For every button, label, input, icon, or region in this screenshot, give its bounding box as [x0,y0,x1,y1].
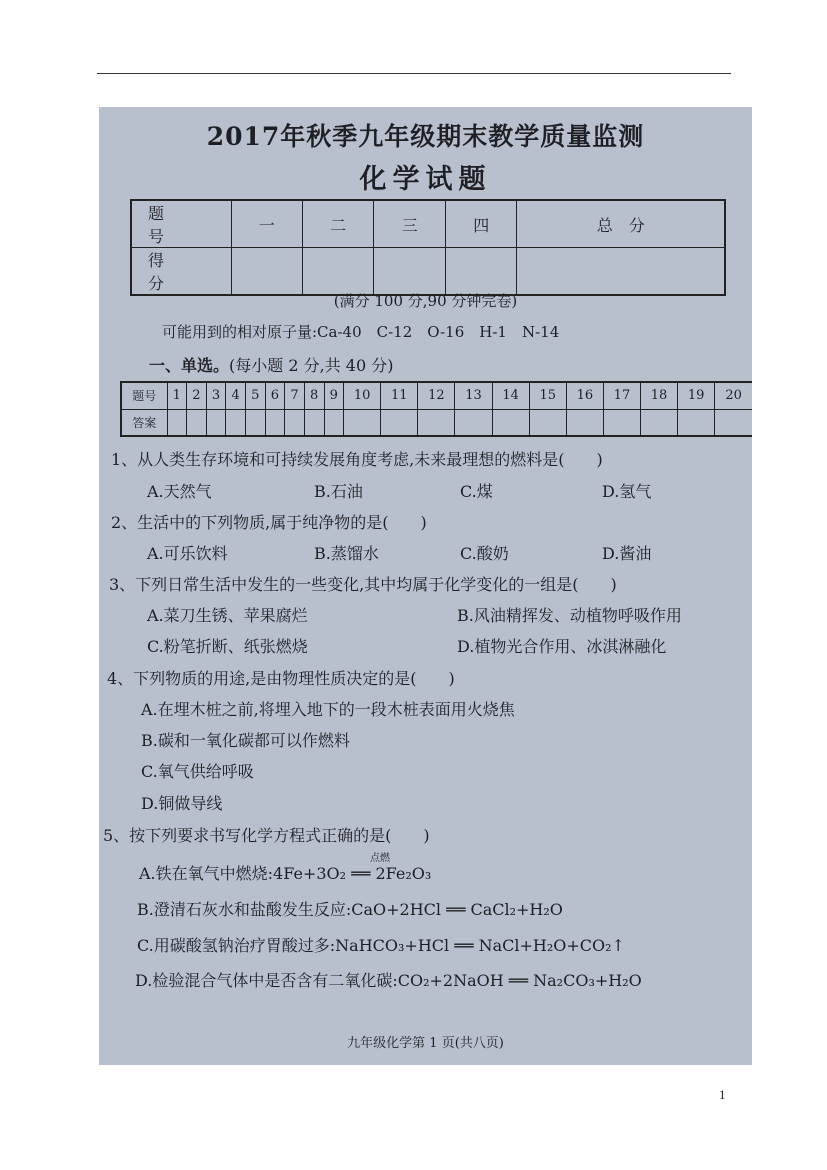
question-option: A.在埋木桩之前,将埋入地下的一段木桩表面用火烧焦 [141,700,515,719]
exam-paper-photo [99,107,752,1065]
header-rule [97,73,731,74]
answer-grid-blank [715,409,752,436]
answer-grid-blank [206,409,226,436]
answer-grid-number: 1 [167,382,187,409]
question-option: D.植物光合作用、冰淇淋融化 [457,637,667,656]
answer-grid-label: 答案 [121,409,167,436]
answer-grid-blank [418,409,455,436]
reaction-condition-label: 点燃 [370,853,390,864]
question-option: D.铜做导线 [141,794,223,813]
question-option: C.用碳酸氢钠治疗胃酸过多:NaHCO₃+HCl ══ NaCl+H₂O+CO₂↑ [137,936,625,955]
question-option: A.菜刀生锈、苹果腐烂 [147,606,308,625]
answer-grid-blank [187,409,207,436]
question-option: D.酱油 [602,544,652,563]
answer-grid-number: 4 [226,382,246,409]
page-footer: 九年级化学第 1 页(共八页) [347,1036,504,1051]
question-option: A.铁在氧气中燃烧:4Fe+3O₂ ══ 2Fe₂O₃ [139,864,432,883]
score-cell-empty [517,248,725,296]
answer-grid-blank [246,409,266,436]
score-cell-empty [231,248,302,296]
answer-grid-number: 20 [715,382,752,409]
question-stem: 1、从人类生存环境和可持续发展角度考虑,未来最理想的燃料是( ) [111,450,603,469]
score-cell-empty [302,248,373,296]
answer-grid-number: 15 [529,382,566,409]
answer-grid-blank [167,409,187,436]
score-cell: 总 分 [517,200,725,248]
question-option: B.澄清石灰水和盐酸发生反应:CaO+2HCl ══ CaCl₂+H₂O [137,900,563,919]
question-option: C.粉笔折断、纸张燃烧 [147,637,308,656]
answer-grid-blank [324,409,344,436]
answer-grid-blank [265,409,285,436]
exam-info: (满分 100 分,90 分钟完卷) [333,292,518,310]
question-option: D.检验混合气体中是否含有二氧化碳:CO₂+2NaOH ══ Na₂CO₃+H₂O [135,971,642,990]
answer-grid-number: 10 [344,382,381,409]
section-subtitle: (每小题 2 分,共 40 分) [229,356,394,375]
score-cell: 三 [374,200,445,248]
question-option: B.风油精挥发、动植物呼吸作用 [457,606,682,625]
score-table-score-row [131,248,725,296]
answer-grid-blank [304,409,324,436]
score-cell-empty [374,248,445,296]
answer-grid-blank [285,409,305,436]
answer-grid-blank [226,409,246,436]
answer-grid-blank [492,409,529,436]
answer-grid-number: 14 [492,382,529,409]
answer-grid-blank [678,409,715,436]
question-stem: 4、下列物质的用途,是由物理性质决定的是( ) [107,669,455,688]
answer-grid-number: 16 [566,382,603,409]
answer-grid-number: 18 [641,382,678,409]
score-cell: 二 [302,200,373,248]
answer-grid-blank [529,409,566,436]
question-option: B.蒸馏水 [314,544,379,563]
exam-title: 2017年秋季九年级期末教学质量监测 [206,122,645,151]
answer-grid-number: 5 [246,382,266,409]
answer-grid-answer-row [121,409,752,436]
answer-grid-label: 题号 [121,382,167,409]
answer-grid-number: 11 [381,382,418,409]
question-option: A.可乐饮料 [147,544,228,563]
question-stem: 5、按下列要求书写化学方程式正确的是( ) [103,826,430,845]
score-cell-empty [445,248,516,296]
answer-grid-number: 6 [265,382,285,409]
question-stem: 3、下列日常生活中发生的一些变化,其中均属于化学变化的一组是( ) [109,575,617,594]
answer-grid-number: 7 [285,382,305,409]
question-option: B.石油 [314,482,363,501]
score-cell: 四 [445,200,516,248]
atomic-masses: 可能用到的相对原子量:Ca-40 C-12 O-16 H-1 N-14 [162,323,560,341]
answer-grid-number: 12 [418,382,455,409]
question-option: C.煤 [460,482,493,501]
answer-grid-number: 19 [678,382,715,409]
section-title: 一、单选。 [149,356,230,375]
answer-grid-blank [344,409,381,436]
question-option: C.酸奶 [460,544,509,563]
answer-grid-number: 13 [455,382,492,409]
answer-grid [120,381,752,437]
answer-grid-number: 2 [187,382,207,409]
question-option: C.氧气供给呼吸 [141,762,254,781]
answer-grid-blank [603,409,640,436]
answer-grid-number: 17 [603,382,640,409]
answer-grid-number: 8 [304,382,324,409]
answer-grid-blank [641,409,678,436]
score-cell: 得 分 [131,248,231,296]
score-cell: 一 [231,200,302,248]
score-table-header-row [131,200,725,248]
score-table [130,199,726,296]
question-option: B.碳和一氧化碳都可以作燃料 [141,731,350,750]
page-number: 1 [719,1087,726,1102]
section-heading [149,353,393,376]
subject-title: 化学试题 [359,164,492,195]
question-option: A.天然气 [147,482,212,501]
answer-grid-blank [455,409,492,436]
question-option: D.氢气 [602,482,652,501]
answer-grid-number-row [121,382,752,409]
answer-grid-blank [381,409,418,436]
answer-grid-blank [566,409,603,436]
answer-grid-number: 3 [206,382,226,409]
answer-grid-number: 9 [324,382,344,409]
score-cell: 题 号 [131,200,231,248]
question-stem: 2、生活中的下列物质,属于纯净物的是( ) [111,513,427,532]
